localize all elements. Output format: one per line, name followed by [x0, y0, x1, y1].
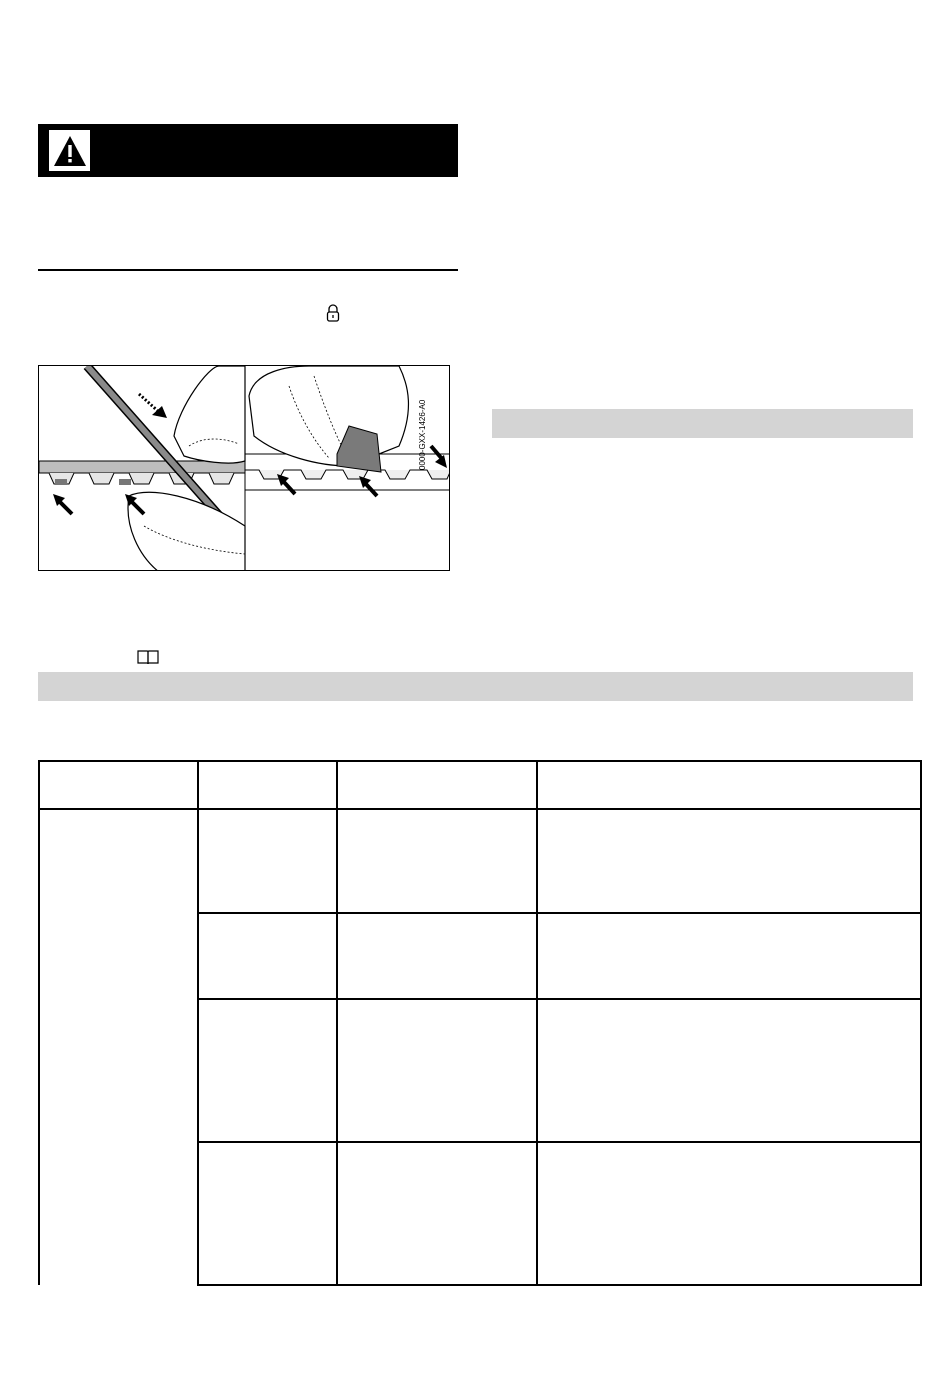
table-cell: [537, 1142, 921, 1285]
table-header-cell: [537, 761, 921, 809]
table-cell: [198, 809, 337, 913]
table-cell: [537, 809, 921, 913]
table-header-cell: [337, 761, 537, 809]
table-cell: [198, 999, 337, 1142]
warning-icon-box: [49, 130, 90, 171]
book-icon: [137, 649, 159, 665]
table-cell: [198, 1142, 337, 1285]
section-divider: [38, 269, 458, 271]
table-cell: [337, 809, 537, 913]
table-cell: [337, 1142, 537, 1285]
table-cell: [537, 999, 921, 1142]
table-row: [39, 809, 921, 913]
table-cell: [198, 913, 337, 999]
table-header-cell: [198, 761, 337, 809]
table-cell: [537, 913, 921, 999]
lock-icon: [325, 304, 341, 322]
table-cell: [337, 999, 537, 1142]
troubleshooting-table: [38, 760, 922, 1286]
sharpening-illustration: [38, 365, 450, 571]
warning-triangle-icon: [52, 134, 88, 168]
table-header-cell: [39, 761, 198, 809]
warning-banner: [38, 124, 458, 177]
section-heading-bar: [492, 409, 913, 438]
troubleshooting-heading-bar: [38, 672, 913, 701]
table-header-row: [39, 761, 921, 809]
table-cell: [337, 913, 537, 999]
figure-code: 0000-GXX-1426-A0: [418, 399, 427, 470]
table-group-cell: [39, 809, 198, 1285]
